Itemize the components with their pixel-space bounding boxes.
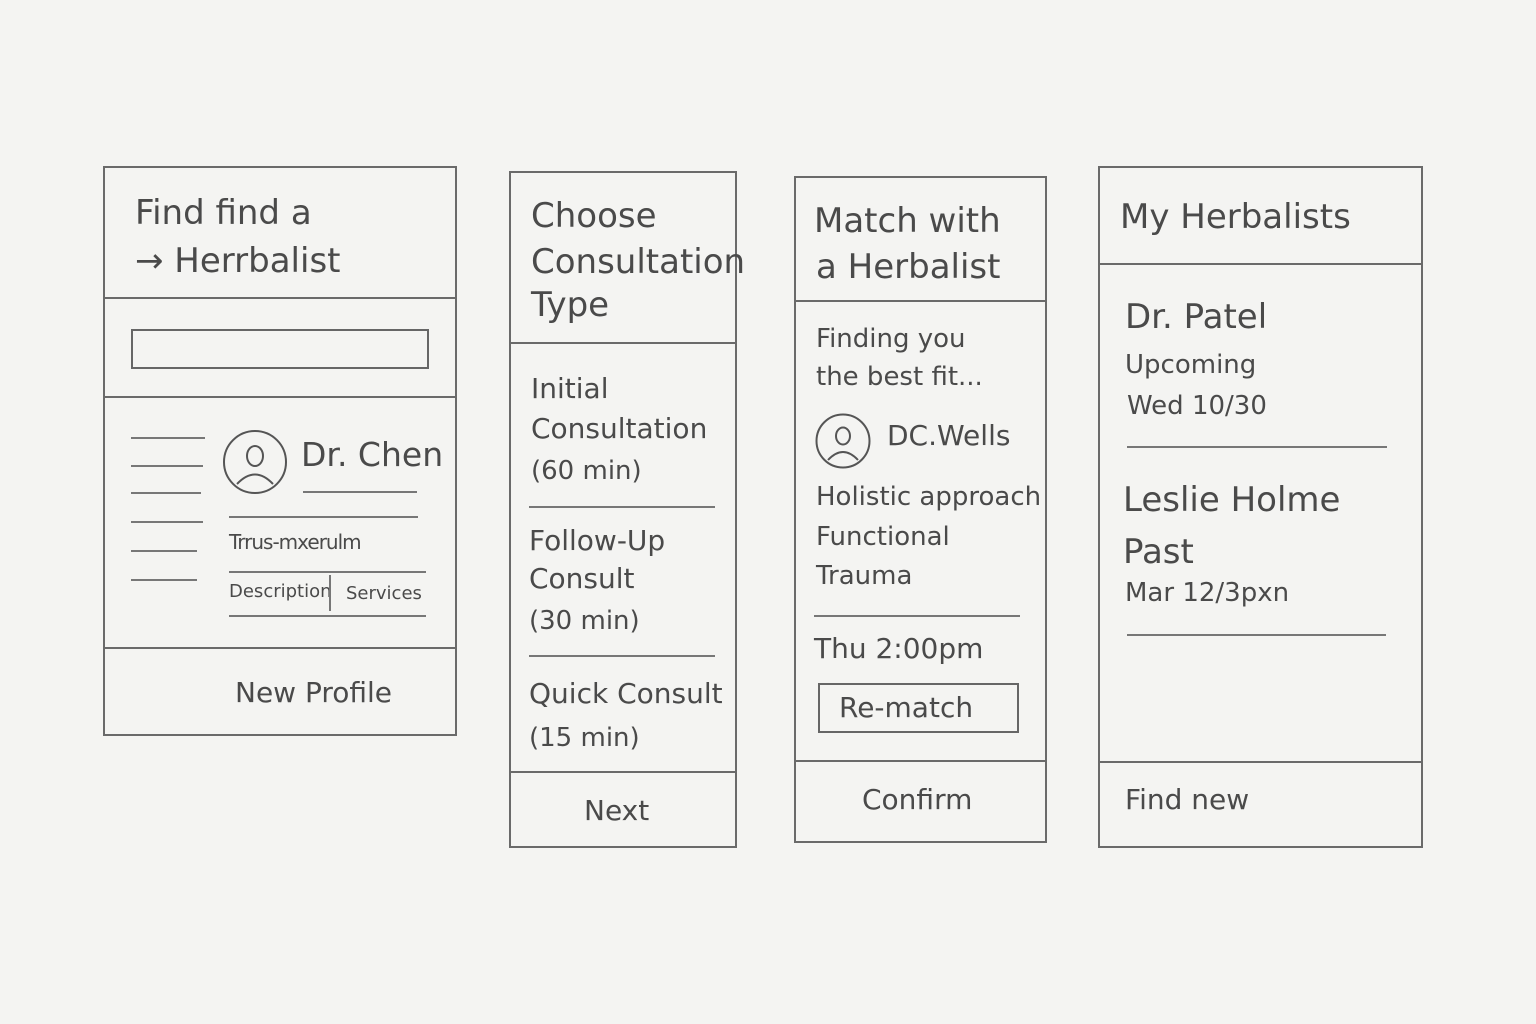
list-placeholder-line	[131, 465, 203, 467]
footer-divider	[509, 771, 737, 773]
entry-date: Mar 12/3pxn	[1125, 578, 1290, 608]
option-divider	[529, 506, 715, 508]
confirm-button[interactable]: Confirm	[862, 783, 973, 816]
footer-divider	[103, 647, 457, 649]
footer-divider	[794, 760, 1047, 762]
avatar-icon	[814, 413, 872, 469]
herbalist-tag: Trauma	[816, 561, 913, 591]
entry-name: Dr. Patel	[1125, 297, 1268, 337]
avatar-icon	[221, 429, 289, 495]
header-divider	[103, 297, 457, 299]
screen-title: My Herbalists	[1120, 197, 1351, 237]
option-label: Follow-Up	[529, 524, 666, 557]
appointment-time: Thu 2:00pm	[814, 632, 984, 665]
herbalist-specialty-scribble: Trrus-mxerulm	[229, 530, 361, 554]
option-label: Initial	[531, 372, 609, 405]
footer-divider	[1098, 761, 1423, 763]
rematch-button[interactable]	[818, 683, 1019, 733]
entry-status: Past	[1123, 532, 1194, 572]
screen-title-line1: Choose	[531, 196, 657, 236]
herbalist-tag: Functional	[816, 522, 950, 552]
search-divider	[103, 396, 457, 398]
header-divider	[794, 300, 1047, 302]
name-underline	[303, 491, 417, 493]
header-divider	[509, 342, 737, 344]
option-divider	[529, 655, 715, 657]
screen-title-line3: Type	[531, 285, 610, 325]
option-label: Consult	[529, 562, 635, 595]
matching-status-line1: Finding you	[816, 324, 966, 354]
section-divider	[814, 615, 1020, 617]
screen-title-line2: a Herbalist	[816, 247, 1001, 287]
option-duration: (15 min)	[529, 723, 640, 753]
screen-title-line1: Match with	[814, 201, 1001, 241]
find-new-button[interactable]: Find new	[1125, 783, 1250, 816]
tab-separator	[329, 575, 331, 611]
screen-title-line2: Consultation	[531, 242, 746, 282]
list-placeholder-line	[131, 437, 205, 439]
new-profile-button[interactable]: New Profile	[235, 676, 393, 709]
entry-divider	[1127, 634, 1386, 636]
card-divider	[229, 571, 426, 573]
search-input[interactable]	[131, 329, 429, 369]
next-button[interactable]: Next	[584, 794, 650, 827]
list-placeholder-line	[131, 550, 197, 552]
herbalist-name[interactable]: Dr. Chen	[301, 435, 444, 474]
screen-title-line1: Find find a	[135, 193, 312, 233]
screen-title-line2: → Herrbalist	[135, 241, 341, 281]
entry-name: Leslie Holme	[1123, 480, 1341, 520]
tabs-underline	[229, 615, 426, 617]
list-placeholder-line	[131, 492, 201, 494]
list-placeholder-line	[131, 579, 197, 581]
entry-date: Wed 10/30	[1127, 391, 1267, 421]
rematch-button-label: Re-match	[839, 691, 974, 724]
matched-herbalist-name[interactable]: DC.Wells	[887, 419, 1011, 452]
entry-divider	[1127, 446, 1387, 448]
header-divider	[1098, 263, 1423, 265]
tab-services[interactable]: Services	[346, 583, 422, 604]
tab-description[interactable]: Description	[229, 581, 332, 602]
herbalist-tag: Holistic approach	[816, 482, 1042, 512]
option-label: Quick Consult	[529, 677, 723, 710]
option-duration: (30 min)	[529, 606, 640, 636]
list-placeholder-line	[131, 521, 203, 523]
option-duration: (60 min)	[531, 456, 642, 486]
entry-status: Upcoming	[1125, 350, 1257, 380]
card-divider	[229, 516, 418, 518]
matching-status-line2: the best fit...	[816, 362, 983, 392]
option-label: Consultation	[531, 412, 708, 445]
